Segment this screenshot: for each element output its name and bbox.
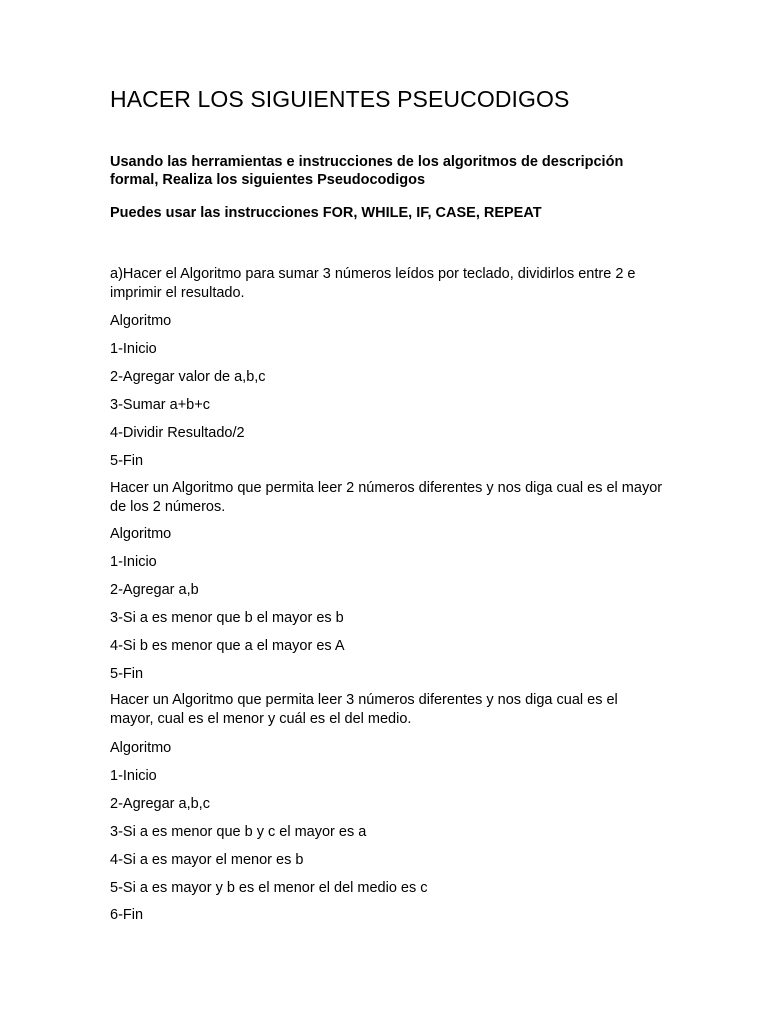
exercise-c-statement: Hacer un Algoritmo que permita leer 3 números diferentes y nos diga cual es el mayor, cual es el menor y cuál es el del medio. [110, 692, 618, 727]
exercise-c-heading: Algoritmo [110, 740, 172, 756]
exercise-c-step: 6-Fin [110, 907, 144, 923]
exercise-a-heading: Algoritmo [110, 313, 172, 329]
exercise-c-step: 2-Agregar a,b,c [110, 796, 210, 812]
exercise-a-step: 5-Fin [110, 453, 144, 469]
exercise-b-step: 2-Agregar a,b [110, 582, 199, 598]
exercise-a-step: 3-Sumar a+b+c [110, 397, 210, 413]
exercise-b-step: 5-Fin [110, 666, 144, 682]
exercise-b-step: 4-Si b es menor que a el mayor es A [110, 638, 345, 654]
exercise-c-step: 1-Inicio [110, 768, 157, 784]
exercise-c-step: 5-Si a es mayor y b es el menor el del medio es c [110, 880, 428, 896]
exercise-b-step: 3-Si a es menor que b el mayor es b [110, 610, 344, 626]
exercise-a-statement: a)Hacer el Algoritmo para sumar 3 números leídos por teclado, dividirlos entre 2 e imprimir el resultado. [110, 266, 636, 301]
exercise-b-statement: Hacer un Algoritmo que permita leer 2 números diferentes y nos diga cual es el mayor de los 2 números. [110, 480, 663, 515]
document-title: HACER LOS SIGUIENTES PSEUCODIGOS [110, 86, 570, 112]
intro-paragraph: Usando las herramientas e instrucciones de los algoritmos de descripción formal, Realiza los siguientes Pseudocodigos [110, 154, 624, 188]
exercise-b-heading: Algoritmo [110, 526, 172, 542]
exercise-b-step: 1-Inicio [110, 554, 157, 570]
exercise-c-step: 3-Si a es menor que b y c el mayor es a [110, 824, 367, 840]
exercise-a-step: 4-Dividir Resultado/2 [110, 425, 245, 441]
exercise-a-step: 2-Agregar valor de a,b,c [110, 369, 266, 385]
exercise-c-step: 4-Si a es mayor el menor es b [110, 852, 304, 868]
instructions-note: Puedes usar las instrucciones FOR, WHILE, IF, CASE, REPEAT [110, 205, 542, 221]
exercise-a-step: 1-Inicio [110, 341, 157, 357]
